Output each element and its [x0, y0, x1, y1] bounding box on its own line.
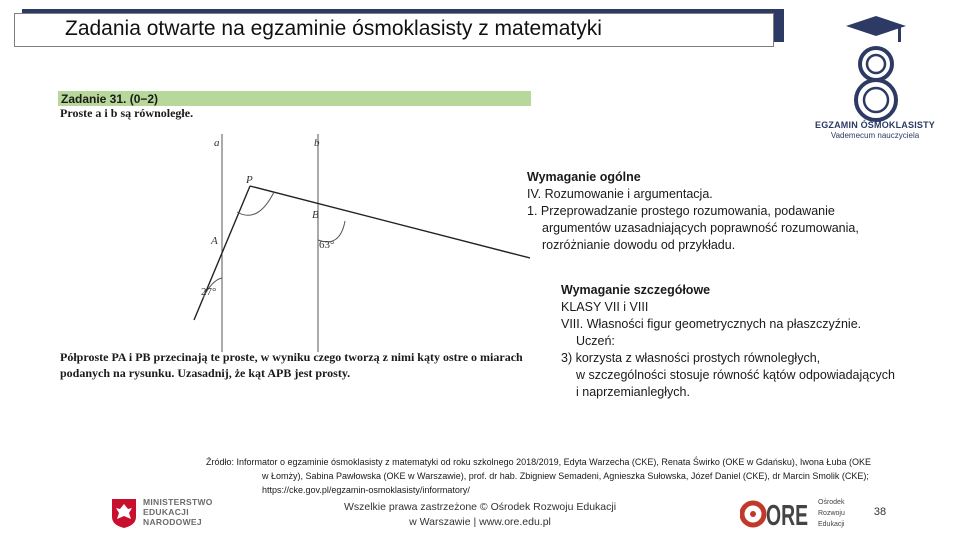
source-citation: Źródło: Informator o egzaminie ósmoklasisty z matematyki od roku szkolnego 2018/2019, Edyta Warzecha (CKE), Renata Świrko (OKE w Gdańsku), Iwona Łuba (OKE w Łomży), Sabina Pawłowska (OKE w Warszawie), prof. dr hab. Zbigniew Semadeni, Agnieszka Sułowska, Józef Daniel (CKE), dr Marcin Smolik (CKE); https://cke.gov.pl/egzamin-osmoklasisty/informatory/ [206, 455, 946, 497]
task-header: Zadanie 31. (0−2) [61, 92, 159, 106]
geometry-figure [190, 130, 530, 352]
slide-title: Zadania otwarte na egzaminie ósmoklasisty z matematyki [65, 17, 602, 40]
label-line-a: a [214, 137, 220, 149]
page-number: 38 [873, 506, 887, 518]
label-point-b: B [312, 209, 319, 221]
label-point-a: A [211, 235, 218, 247]
logo-subtitle: Vademecum nauczyciela [830, 131, 920, 140]
ore-logo-text: ORE [766, 500, 808, 531]
detailed-requirement: Wymaganie szczegółowe KLASY VII i VIII VIII. Własności figur geometrycznych na płaszczyźnie. Uczeń: 3) korzysta z własności prostych równoległych, w szczególności stosuje równość kątów odpowiadających i naprzemianległych. [561, 283, 895, 399]
label-angle-a: 27° [201, 286, 217, 298]
label-point-p: P [246, 174, 253, 186]
ore-logo [740, 497, 810, 531]
task-question: Półproste PA i PB przecinają te proste, w wyniku czego tworzą z nimi kąty ostre o miarach podanych na rysunku. Uzasadnij, że kąt APB jest prosty. [60, 350, 523, 380]
general-requirement: Wymaganie ogólne IV. Rozumowanie i argumentacja. 1. Przeprowadzanie prostego rozumowania, podawanie argumentów uzasadniających poprawność rozumowania, rozróżnianie dowodu od przykładu. [527, 170, 859, 252]
ministry-name: MINISTERSTWO EDUKACJI NARODOWEJ [143, 497, 213, 527]
task-statement: Proste a i b są równoległe. [60, 106, 194, 120]
logo-title: EGZAMIN ÓSMOKLASISTY [815, 120, 936, 130]
ray-pb [250, 186, 530, 258]
copyright-notice: Wszelkie prawa zastrzeżone © Ośrodek Rozwoju Edukacji w Warszawie | www.ore.edu.pl [343, 501, 617, 528]
eagle-emblem-icon [110, 497, 138, 529]
label-line-b: b [314, 137, 320, 149]
ore-name: Ośrodek Rozwoju Edukacji [818, 499, 845, 528]
mortarboard-icon [846, 16, 906, 36]
source-link: https://cke.gov.pl/egzamin-osmoklasisty/informatory/ [262, 485, 470, 495]
label-angle-b: 63° [319, 239, 335, 251]
